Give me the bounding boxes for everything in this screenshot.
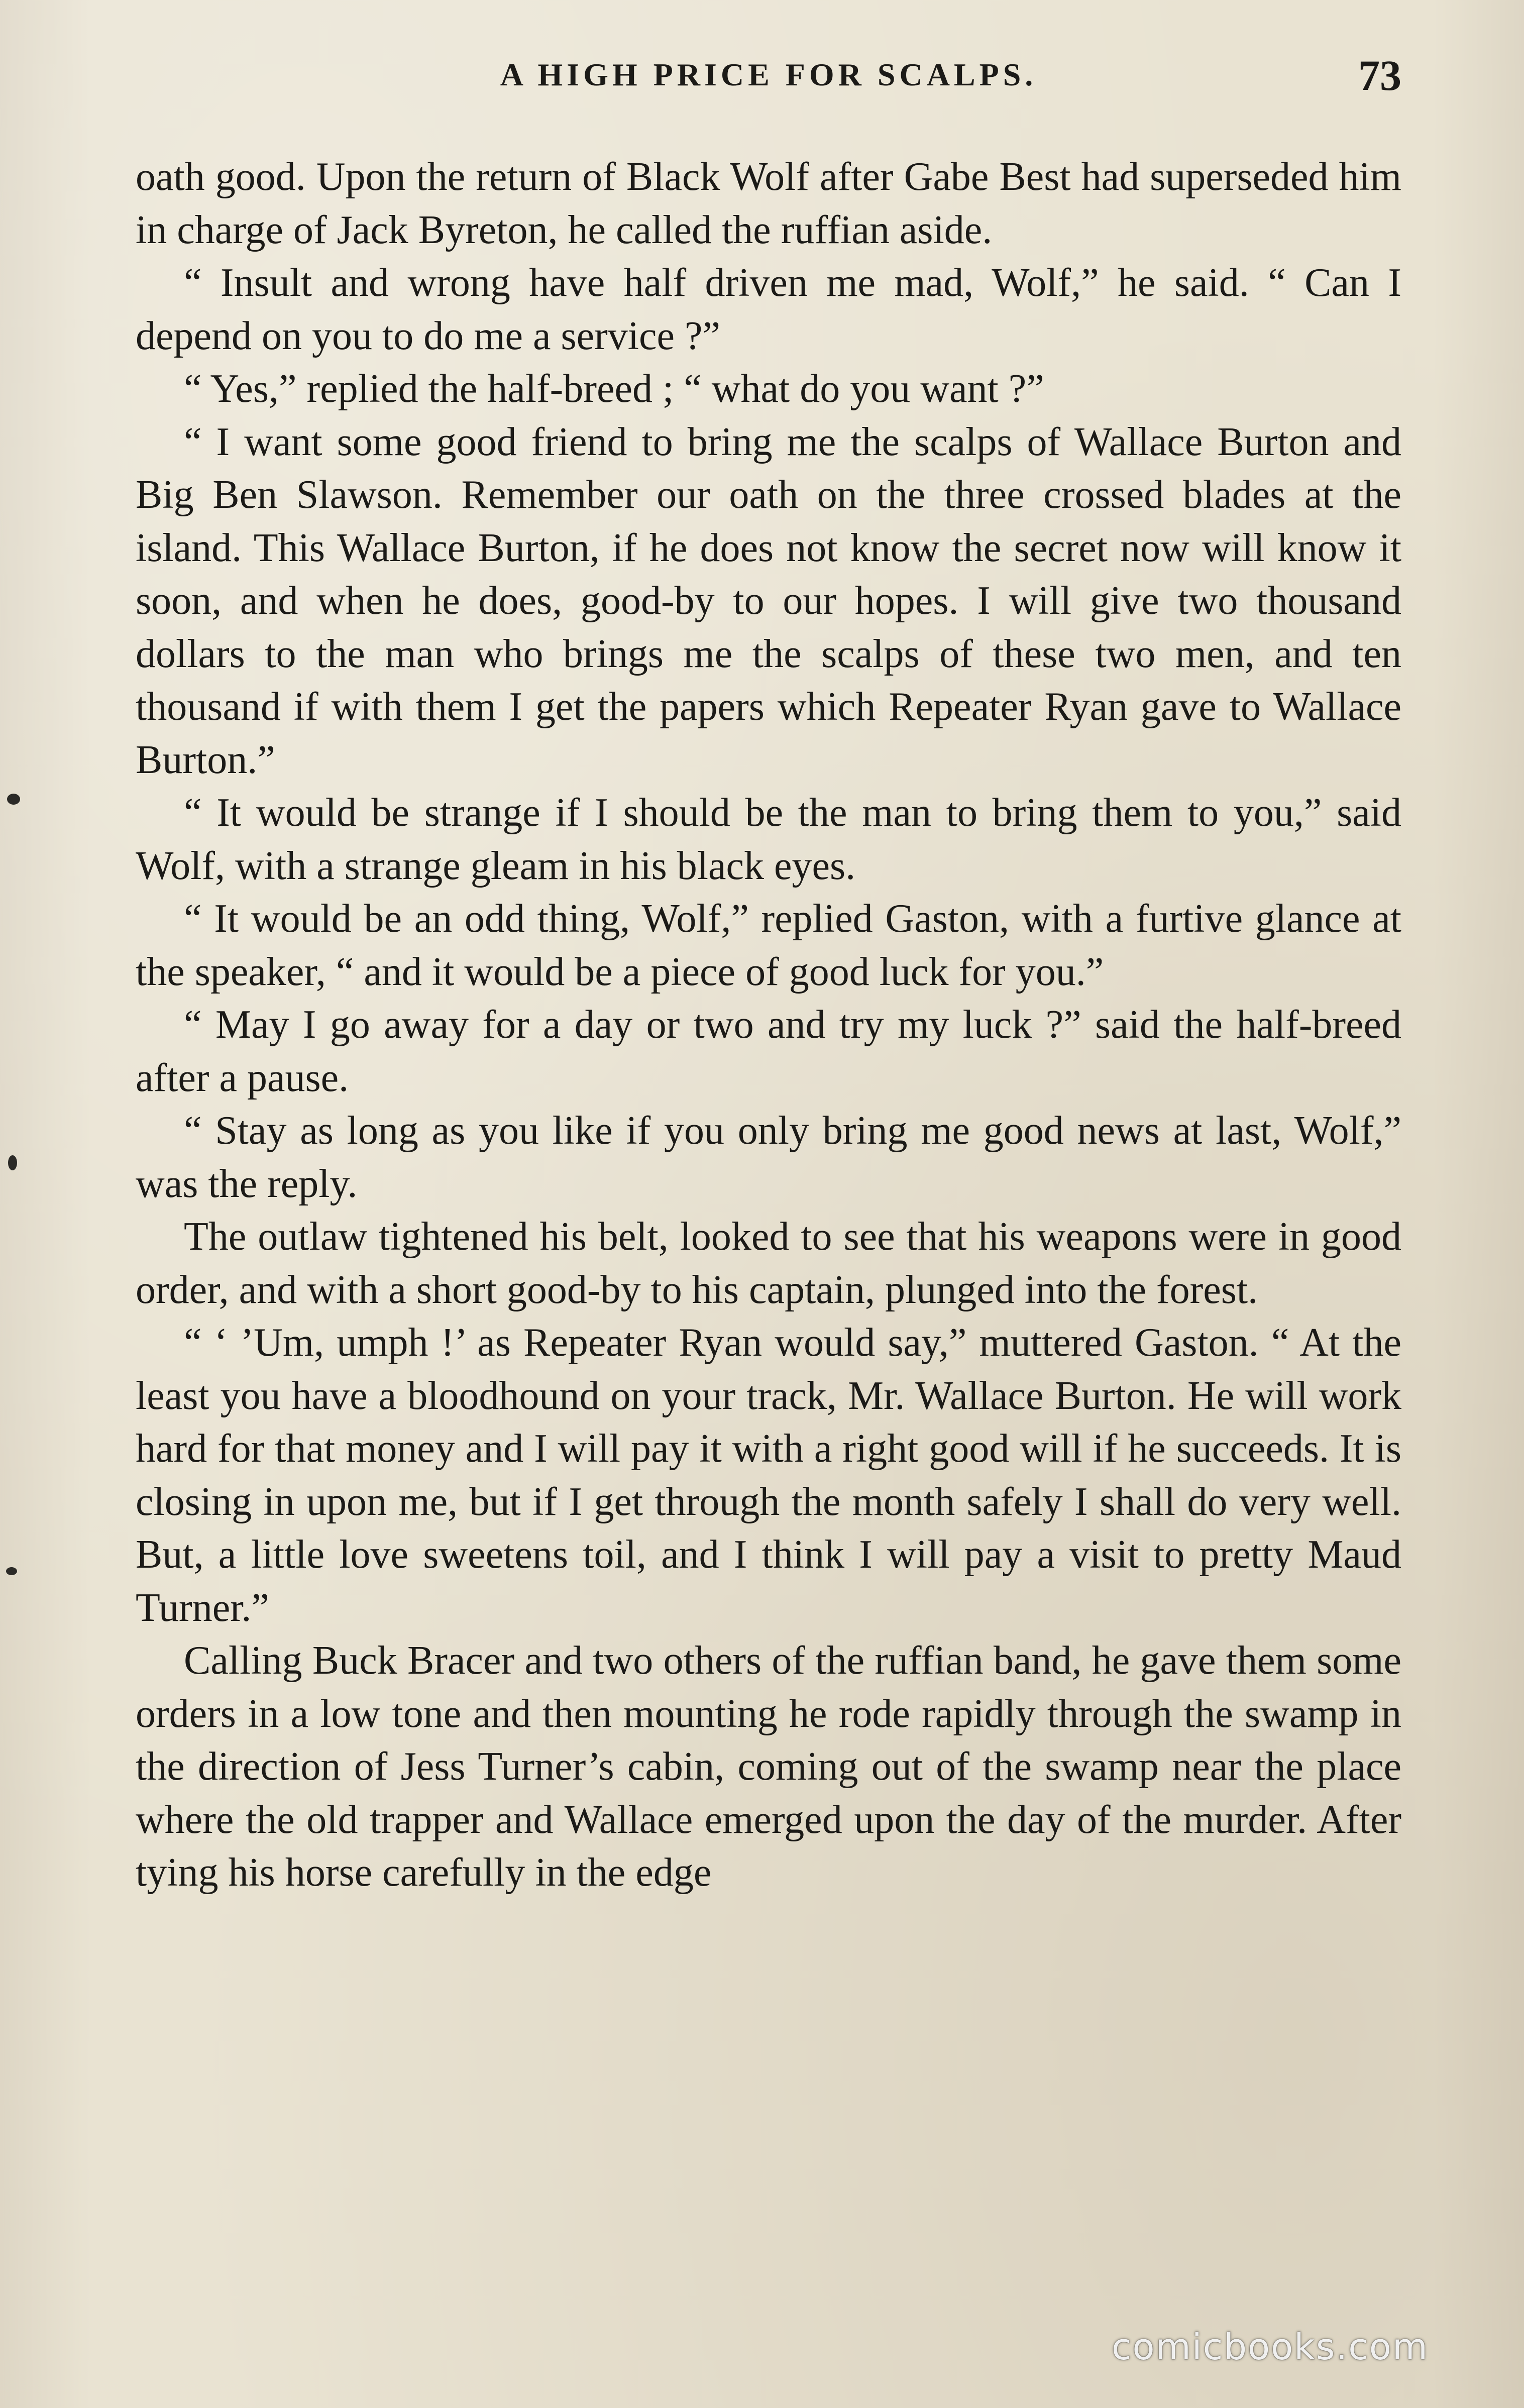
paragraph-1: oath good. Upon the return of Black Wolf after Gabe Best had superseded him in charge of Jack Byreton, he called the ruffian aside. (136, 155, 1401, 252)
watermark: comicbooks.com (1111, 2326, 1429, 2368)
paragraph-4: “ I want some good friend to bring me the scalps of Wallace Burton and Big Ben Slawson. Remember our oath on the three crossed blades at the island. This Wallace Burton, if he does not know the secret now will know it soon, and when he does, good-by to our hopes. I will give two thousand dollars to the man who brings me the scalps of these two men, and ten thousand if with them I get the papers which Repeater Ryan gave to Wallace Burton.” (136, 419, 1401, 782)
paragraph-9: The outlaw tightened his belt, looked to see that his weapons were in good order, and with a short good-by to his captain, plunged into the forest. (136, 1215, 1401, 1312)
paragraph-11: Calling Buck Bracer and two others of the ruffian band, he gave them some orders in a low tone and then mounting he rode rapidly through the swamp in the direction of Jess Turner’s cabin, coming out of the swamp near the place where the old trapper and Wallace emerged upon the day of the murder. After tying his horse carefully in the edge (136, 1638, 1401, 1895)
paragraph-5: “ It would be strange if I should be the man to bring them to you,” said Wolf, with a strange gleam in his black eyes. (136, 791, 1401, 888)
paragraph-2: “ Insult and wrong have half driven me mad, Wolf,” he said. “ Can I depend on you to do me a service ?” (136, 261, 1401, 358)
paragraph-3: “ Yes,” replied the half-breed ; “ what do you want ?” (184, 367, 1044, 411)
running-head (136, 50, 1401, 105)
page-number: 73 (1358, 51, 1401, 99)
paragraph-8: “ Stay as long as you like if you only bring me good news at last, Wolf,” was the reply. (136, 1109, 1401, 1206)
ink-speck (8, 1155, 17, 1170)
paragraph-7: “ May I go away for a day or two and try my luck ?” said the half-breed after a pause. (136, 1003, 1401, 1100)
running-title: A HIGH PRICE FOR SCALPS. (500, 57, 1037, 92)
ink-speck (7, 794, 20, 805)
paragraph-10: “ ‘ ’Um, umph !’ as Repeater Ryan would say,” muttered Gaston. “ At the least you have a bloodhound on your track, Mr. Wallace Burton. He will work hard for that money and I will pay it with a right good will if he succeeds. It is closing in upon me, but if I get through the month safely I shall do very well. But, a little love sweetens toil, and I think I will pay a visit to pretty Maud Turner.” (136, 1321, 1401, 1630)
body-text (136, 151, 1401, 1900)
paragraph-6: “ It would be an odd thing, Wolf,” replied Gaston, with a furtive glance at the speaker, “ and it would be a piece of good luck for you.” (136, 897, 1401, 994)
ink-speck (6, 1567, 17, 1575)
